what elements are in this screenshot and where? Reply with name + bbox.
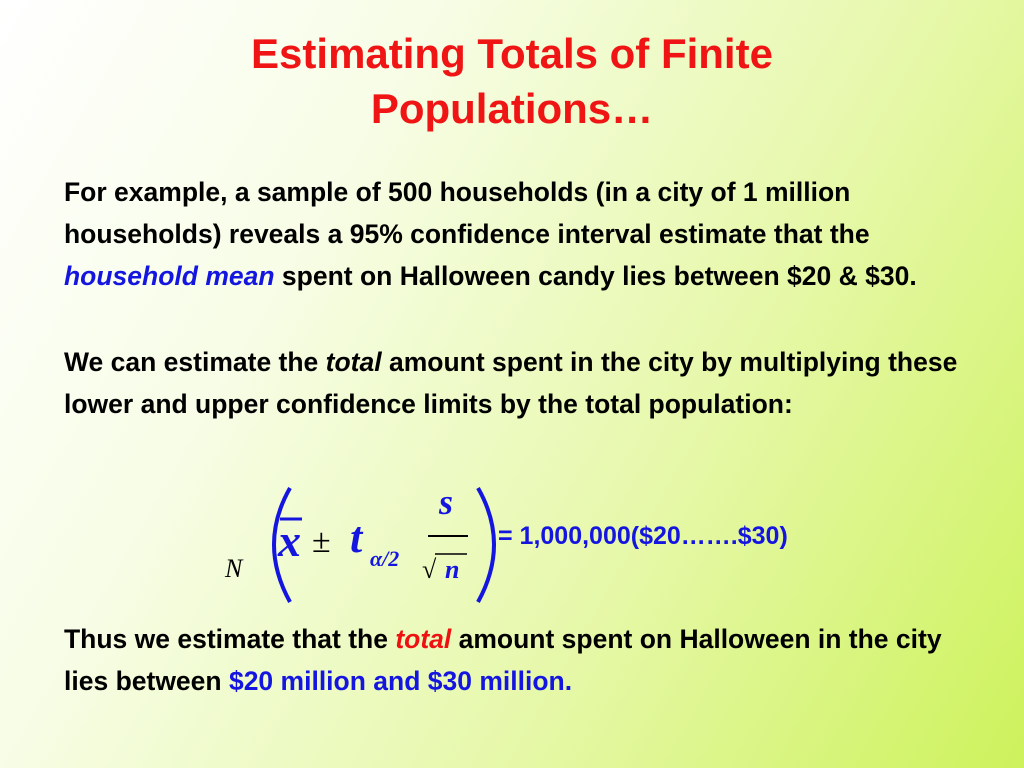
slide-title [0,26,1024,136]
sqrt-sign: √ [422,555,437,584]
title-line-2: Populations… [370,85,654,132]
p1-highlight: household mean [64,261,275,291]
p3-text-middle: amount spent on Halloween in the city lies between [64,624,942,696]
p3-highlight: $20 million and $30 million. [228,666,573,696]
formula-N: N [225,554,243,583]
p2-text-after: amount spent in the city by multiplying these lower and upper confidence limits by the total population: [64,347,958,419]
p1-text-after: spent on Halloween candy lies between $20 & $30. [274,261,917,291]
right-paren [478,488,494,602]
title-line-1: Estimating Totals of Finite [251,30,773,77]
formula-subscript: α/2 [370,546,400,571]
p3-text-before: Thus we estimate that the [64,624,396,654]
formula-plus-minus: ± [312,523,331,560]
formula-s: s [439,482,454,522]
p1-text-before: For example, a sample of 500 households (in a city of 1 million households) reveals a 95% confidence interval estimate that the [64,177,870,249]
formula-n: n [445,555,460,584]
formula-result: = 1,000,000($20…….$30) [498,522,788,550]
paragraph-example [64,171,964,297]
formula-graphic [222,482,542,608]
p3-emphasis: total [395,624,452,654]
paragraph-estimate [64,341,964,425]
total-formula [222,482,542,608]
p2-text-before: We can estimate the [64,347,326,377]
formula-t: t [350,513,363,562]
p2-emphasis: total [325,347,382,377]
formula-x: x [278,515,301,566]
paragraph-conclusion [64,618,964,702]
